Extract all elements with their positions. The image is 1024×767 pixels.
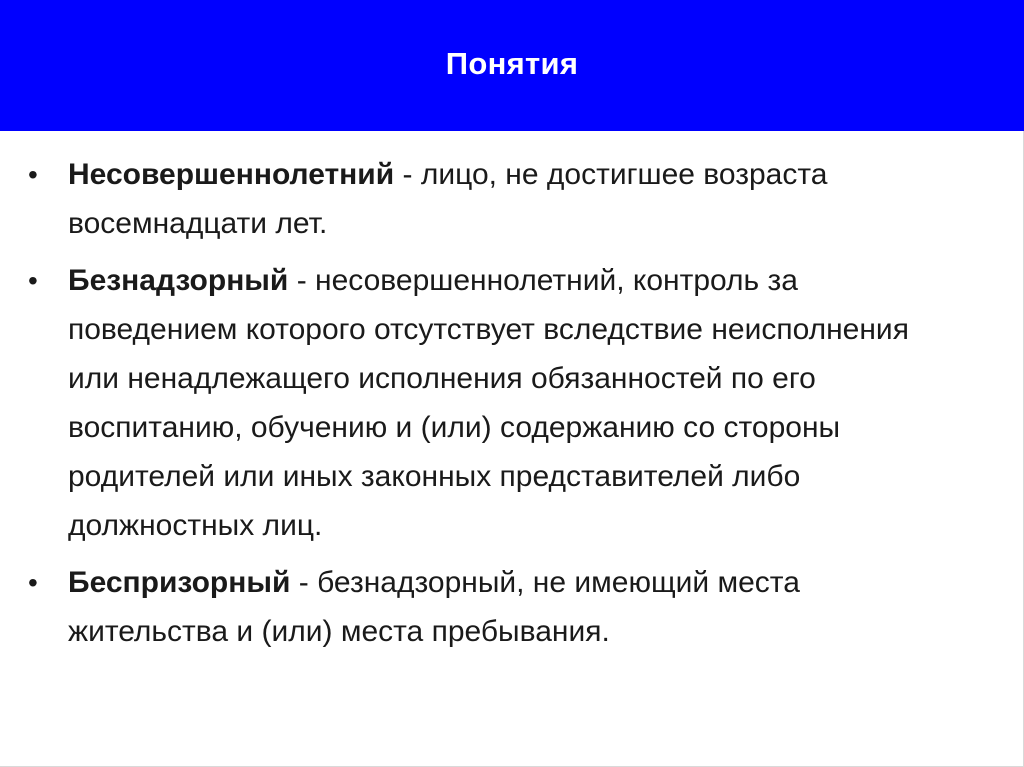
bullet-text (68, 256, 968, 550)
definition-text: - безнадзорный, не имеющий места жительства и (или) места пребывания. (68, 566, 800, 648)
bullet-icon: • (28, 567, 38, 598)
bullet-icon: • (28, 265, 38, 296)
term-label: Беспризорный (68, 566, 291, 599)
list-item (28, 150, 968, 248)
term-label: Несовершеннолетний (68, 158, 395, 191)
term-label: Безнадзорный (68, 264, 289, 297)
definition-text: - лицо, не достигшее возраста восемнадцати лет. (68, 158, 828, 240)
bullet-text (68, 150, 968, 248)
bullet-list (28, 150, 968, 664)
bullet-icon: • (28, 159, 38, 190)
list-item (28, 558, 968, 656)
definition-text: - несовершеннолетний, контроль за поведением которого отсутствует вследствие неисполнения или ненадлежащего исполнения обязанностей по его воспитанию, обучению и (или) содержанию со стороны родителей или иных законных представителей либо должностных лиц. (68, 264, 909, 542)
bullet-text (68, 558, 968, 656)
list-item (28, 256, 968, 550)
title-bar (0, 0, 1024, 131)
slide-title: Понятия (445, 45, 579, 81)
